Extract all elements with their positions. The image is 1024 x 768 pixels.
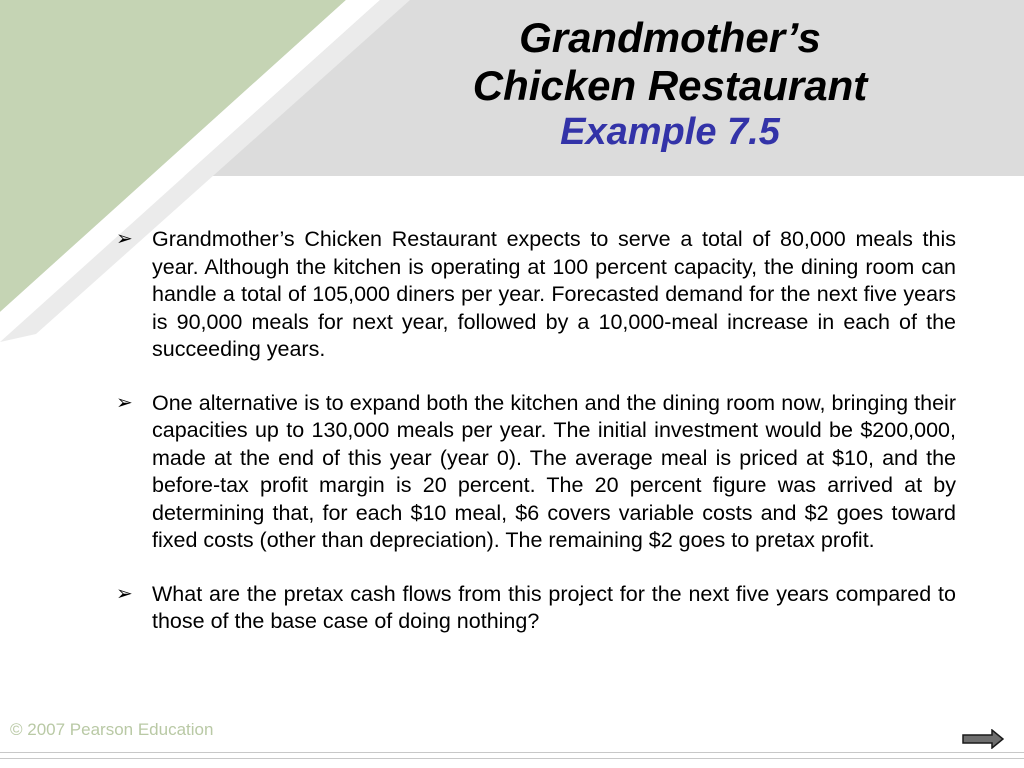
footer-copyright: © 2007 Pearson Education (10, 720, 214, 739)
slide-title-line-1: Grandmother’s (519, 14, 821, 61)
bullet-item (114, 581, 956, 636)
arrow-bullet-icon: ➢ (116, 228, 133, 250)
slide-title-block (420, 14, 920, 154)
bullet-item (114, 226, 956, 364)
slide-title-line-2: Chicken Restaurant (472, 62, 868, 109)
bullet-text: What are the pretax cash flows from this project for the next five years compared to those of the base case of doing nothing? (152, 581, 956, 633)
bullet-item (114, 390, 956, 555)
footer-divider-top (0, 752, 1024, 753)
slide-subtitle: Example 7.5 (560, 111, 780, 153)
next-arrow-icon[interactable] (962, 729, 1004, 749)
bullet-list (114, 226, 956, 662)
bullet-text: Grandmother’s Chicken Restaurant expects to serve a total of 80,000 meals this year. Although the kitchen is operating at 100 percent capacity, the dining room can handle a total of 105,000 diners per year. Forecasted demand for the next five years is 90,000 meals for next year, followed by a 10,000-meal increase in each of the succeeding years. (152, 227, 956, 361)
footer-divider-bottom (0, 758, 1024, 759)
arrow-bullet-icon: ➢ (116, 391, 133, 414)
arrow-bullet-icon: ➢ (116, 582, 133, 605)
bullet-text: One alternative is to expand both the kitchen and the dining room now, bringing their capacities up to 130,000 meals per year. The initial investment would be $200,000, made at the end of this year (year 0). The average meal is priced at $10, and the before-tax profit margin is 20 percent. The 20 percent figure was arrived at by determining that, for each $10 meal, $6 covers variable costs and $2 goes toward fixed costs (other than depreciation). The remaining $2 goes to pretax profit. (152, 390, 956, 552)
